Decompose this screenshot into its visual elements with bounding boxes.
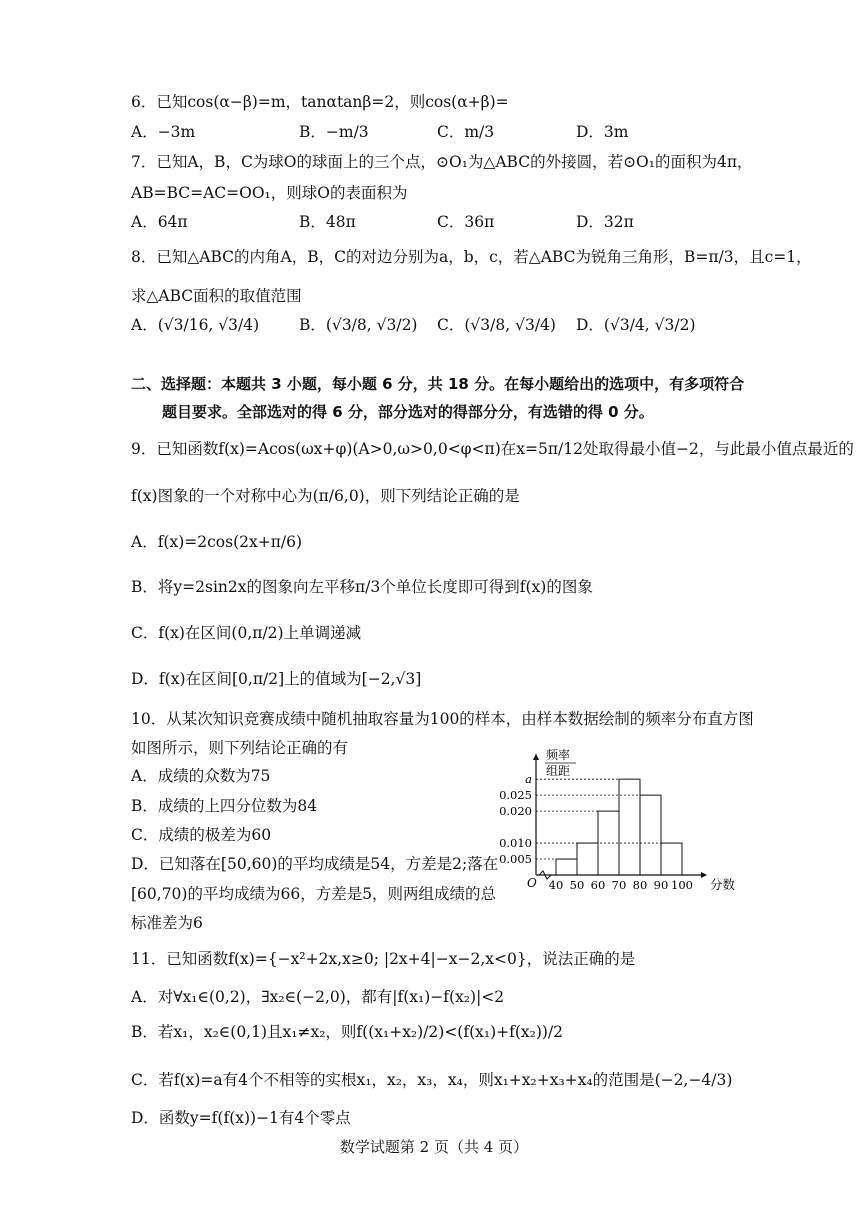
y-tick-label: 0.010 [499,836,532,851]
x-tick-label: 40 [548,878,564,892]
q8-stem-line2: 求△ABC面积的取值范围 [131,287,302,305]
q7-stem-line2: AB=BC=AC=OO₁，则球O的表面积为 [131,184,408,202]
histogram-bar [661,843,682,875]
q10-option-d-line3: 标准差为6 [131,914,203,932]
q10-option-d-line2: [60,70)的平均成绩为66，方差是5，则两组成绩的总 [131,885,497,903]
q10-option-d-line1: D．已知落在[50,60)的平均成绩是54，方差是2;落在 [131,855,499,873]
x-tick-label: 60 [590,878,606,892]
histogram-bar [619,779,640,875]
q10-option-c: C．成绩的极差为60 [131,826,272,844]
x-tick-label: 80 [632,878,648,892]
q9-option-a: A．f(x)=2cos(2x+π/6) [131,533,303,551]
q6-option-a: A．−3m [131,123,196,141]
q9-option-d: D．f(x)在区间[0,π/2]上的值域为[−2,√3] [131,670,422,688]
q9-stem-line2: f(x)图象的一个对称中心为(π/6,0)，则下列结论正确的是 [131,487,520,505]
x-axis-label: 分数 [710,877,736,892]
x-tick-label: 90 [653,878,669,892]
q11-option-a: A．对∀x₁∈(0,2)，∃x₂∈(−2,0)，都有|f(x₁)−f(x₂)|<2 [131,988,505,1006]
page-footer: 数学试题第 2 页（共 4 页） [339,1138,529,1156]
q11-option-d: D．函数y=f(f(x))−1有4个零点 [131,1109,351,1127]
q10-stem-line1: 10．从某次知识竞赛成绩中随机抽取容量为100的样本，由样本数据绘制的频率分布直方图 [131,710,754,728]
section2-heading-line2: 题目要求。全部选对的得 6 分，部分选对的得部分分，有选错的得 0 分。 [162,403,654,421]
x-axis-arrow [701,872,707,878]
origin-label: O [527,876,537,890]
frequency-histogram [496,742,746,902]
y-axis-arrow [533,754,539,760]
histogram-bar [640,795,661,875]
histogram-bar [556,859,577,875]
q8-option-a: A．(√3/16, √3/4) [131,316,260,334]
q6-option-b: B．−m/3 [299,123,369,141]
y-tick-label: a [525,772,532,787]
y-axis-label-bottom: 组距 [546,764,571,778]
y-tick-label: 0.025 [499,788,532,803]
q6-option-d: D．3m [576,123,629,141]
q9-option-b: B．将y=2sin2x的图象向左平移π/3个单位长度即可得到f(x)的图象 [131,578,593,596]
y-axis-label-top: 频率 [546,748,571,762]
x-tick-label: 100 [671,878,693,892]
q10-stem-line2: 如图所示，则下列结论正确的有 [131,739,349,757]
x-tick-label: 50 [569,878,585,892]
q11-stem: 11．已知函数f(x)={−x²+2x,x≥0; |2x+4|−x−2,x<0}，说法正确的是 [131,950,636,968]
q7-stem-line1: 7．已知A，B，C为球O的球面上的三个点，⊙O₁为△ABC的外接圆，若⊙O₁的面积为4π， [131,153,753,171]
q7-option-a: A．64π [131,213,188,231]
q7-option-d: D．32π [576,213,634,231]
y-tick-label: 0.005 [499,852,532,867]
histogram-bar [577,843,598,875]
q6-stem: 6．已知cos(α−β)=m，tanαtanβ=2，则cos(α+β)= [131,93,509,111]
q10-option-a: A．成绩的众数为75 [131,767,271,785]
q6-option-c: C．m/3 [437,123,495,141]
q8-option-b: B．(√3/8, √3/2) [299,316,418,334]
q8-stem-line1: 8．已知△ABC的内角A，B，C的对边分别为a，b，c，若△ABC为锐角三角形，B=π/3，且c=1， [131,248,812,266]
q8-option-c: C．(√3/8, √3/4) [437,316,556,334]
q11-option-c: C．若f(x)=a有4个不相等的实根x₁，x₂，x₃，x₄，则x₁+x₂+x₃+x₄的范围是(−2,−4/3) [131,1071,733,1089]
q9-stem-line1: 9．已知函数f(x)=Acos(ωx+φ)(A>0,ω>0,0<φ<π)在x=5π/12处取得最小值−2，与此最小值点最近的 [131,440,854,458]
y-tick-label: 0.020 [499,804,532,819]
x-tick-label: 70 [611,878,627,892]
q10-option-b: B．成绩的上四分位数为84 [131,797,318,815]
q8-option-d: D．(√3/4, √3/2) [576,316,696,334]
q11-option-b: B．若x₁，x₂∈(0,1)且x₁≠x₂，则f((x₁+x₂)/2)<(f(x₁)+f(x₂))/2 [131,1023,564,1041]
q7-option-c: C．36π [437,213,495,231]
q9-option-c: C．f(x)在区间(0,π/2)上单调递减 [131,624,362,642]
q7-option-b: B．48π [299,213,356,231]
section2-heading-line1: 二、选择题：本题共 3 小题，每小题 6 分，共 18 分。在每小题给出的选项中，有多项符合 [131,375,745,393]
